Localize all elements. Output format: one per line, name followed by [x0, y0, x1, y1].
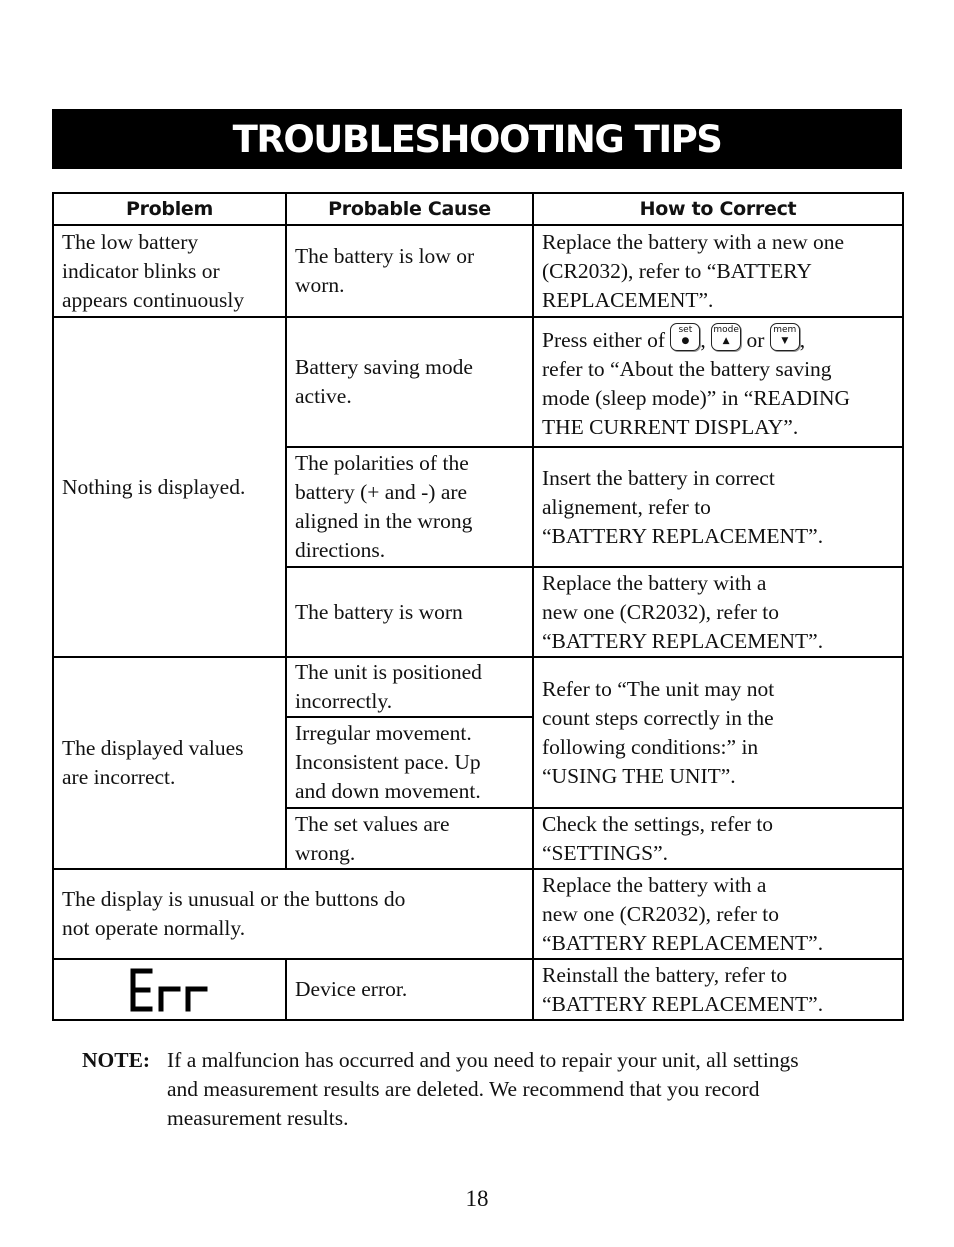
correct-cell: Replace the battery with a new one (CR2032), refer to “BATTERY REPLACEMENT”. [533, 225, 903, 317]
cause-cell: Irregular movement. Inconsistent pace. Up and down movement. [286, 717, 533, 808]
triangle-down-icon: ▼ [781, 335, 789, 346]
page-number: 18 [465, 1186, 489, 1211]
problem-cell-nothing-displayed: Nothing is displayed. [53, 317, 286, 657]
cause-cell: The unit is positioned incorrectly. [286, 657, 533, 717]
problem-cell-values-incorrect: The displayed values are incorrect. [53, 657, 286, 869]
correct-cell: Replace the battery with a new one (CR2032), refer to “BATTERY REPLACEMENT”. [533, 567, 903, 657]
table-row-positioned [53, 657, 903, 717]
table-header-row [53, 193, 903, 225]
triangle-up-icon: ▲ [722, 335, 730, 346]
mem-button-icon: mem ▼ [770, 323, 800, 351]
cause-cell: The battery is low or worn. [286, 225, 533, 317]
mode-button-icon: mode ▲ [711, 323, 741, 351]
troubleshooting-table [52, 192, 904, 1021]
correct-cell: Reinstall the battery, refer to “BATTERY REPLACEMENT”. [533, 959, 903, 1020]
page-title: TROUBLESHOOTING TIPS [232, 117, 722, 161]
problem-cell: The low battery indicator blinks or appears continuously [53, 225, 286, 317]
correct-cell: Press either of set ● , mode ▲ or mem ▼ , refer to “About the battery saving mode (sleep mode)” in “READING THE CURRENT DISPLAY”. [533, 317, 903, 447]
cause-cell: Battery saving mode active. [286, 317, 533, 447]
cause-cell: The set values are wrong. [286, 808, 533, 869]
set-button-icon: set ● [670, 323, 700, 351]
header-how-to-correct: How to Correct [533, 193, 903, 225]
correct-cell: Check the settings, refer to “SETTINGS”. [533, 808, 903, 869]
table-row-display-unusual [53, 869, 903, 959]
cause-cell: The polarities of the battery (+ and -) are aligned in the wrong directions. [286, 447, 533, 567]
table-row-device-error [53, 959, 903, 1020]
problem-cell-err [53, 959, 286, 1020]
header-problem: Problem [53, 193, 286, 225]
correct-cell: Refer to “The unit may not count steps correctly in the following conditions:” in “USING THE UNIT”. [533, 657, 903, 808]
dot-icon: ● [681, 335, 690, 346]
err-display-icon [128, 967, 212, 1013]
note-text: If a malfuncion has occurred and you need to repair your unit, all settings and measurement results are deleted. We recommend that you record measurement results. [167, 1048, 799, 1130]
table-row-low-battery [53, 225, 903, 317]
note-label: NOTE: [82, 1048, 151, 1072]
cause-cell: The battery is worn [286, 567, 533, 657]
table-row-battery-saving [53, 317, 903, 447]
correct-cell: Replace the battery with a new one (CR2032), refer to “BATTERY REPLACEMENT”. [533, 869, 903, 959]
correct-cell: Insert the battery in correct alignement, refer to “BATTERY REPLACEMENT”. [533, 447, 903, 567]
cause-cell: Device error. [286, 959, 533, 1020]
problem-cell: The display is unusual or the buttons do not operate normally. [53, 869, 533, 959]
note-block [82, 1046, 902, 1133]
header-probable-cause: Probable Cause [286, 193, 533, 225]
title-banner [52, 109, 902, 169]
